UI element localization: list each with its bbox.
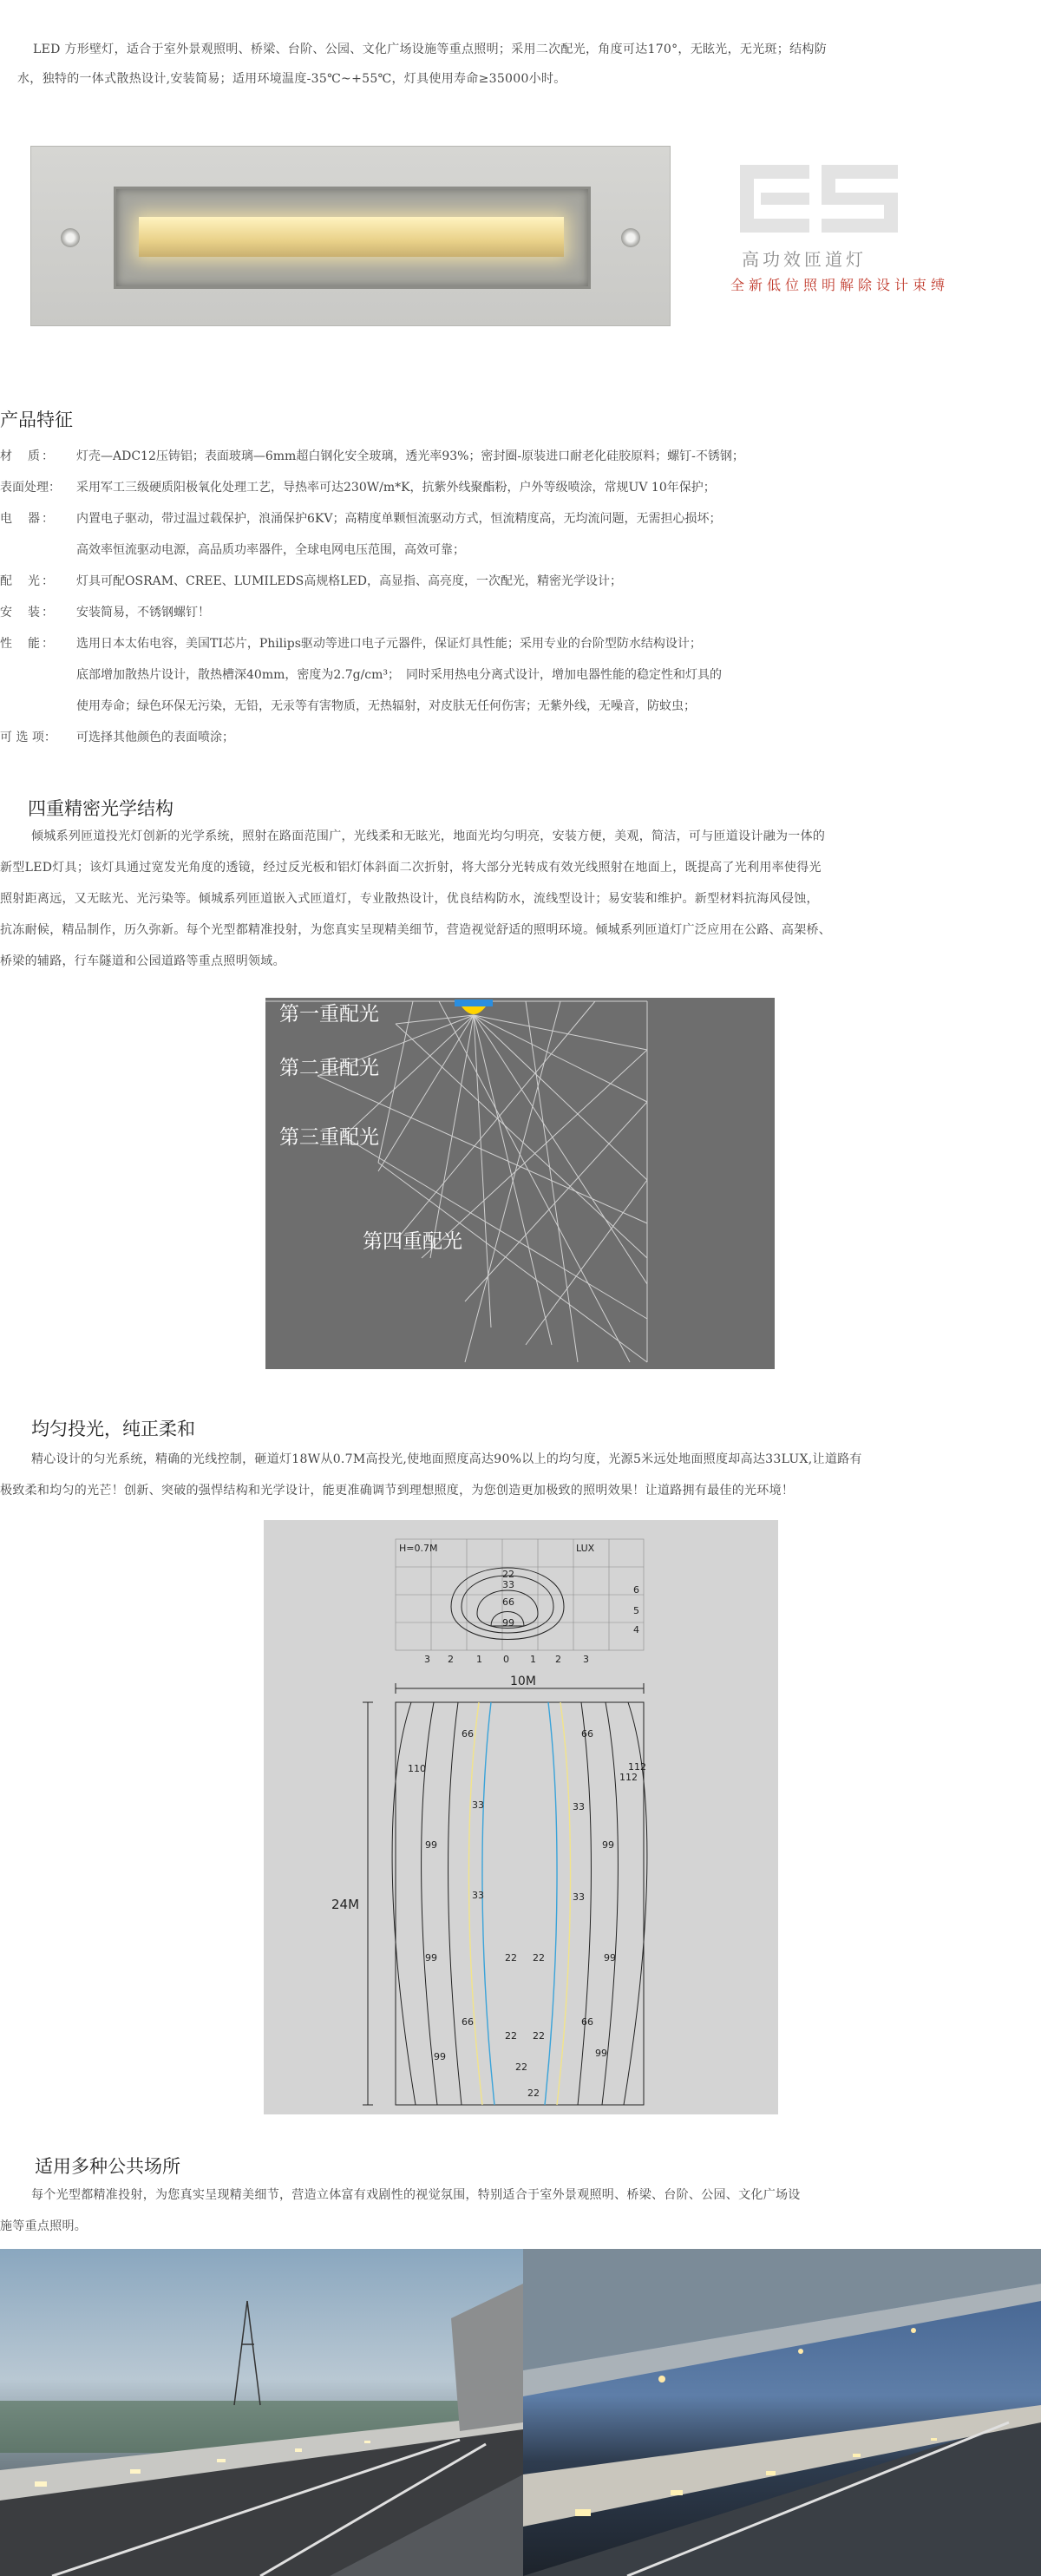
spec-text: 灯具可配OSRAM、CREE、LUMILEDS高规格LED，高显指、高亮度，一次配光，精密光学设计； — [76, 574, 623, 588]
optics-paragraph — [0, 821, 1041, 977]
lamp-recess — [114, 187, 591, 289]
brand-name: 高功效匝道灯 — [742, 249, 867, 270]
chart-width-label: 10M — [510, 1675, 536, 1688]
contour-label: 22 — [527, 2088, 540, 2099]
contour-label: 110 — [408, 1763, 426, 1774]
optics-line: 抗冻耐候，精品制作，历久弥新。每个光型都精准投射，为您真实呈现精美细节，营造视觉舒适的照明环境。倾城系列匝道灯广泛应用在公路、高架桥、 — [0, 923, 832, 937]
optics-line: 新型LED灯具；该灯具通过宽发光角度的透镜，经过反光板和铝灯体斜面二次折射，将大部分光转成有效光线照射在地面上，既提高了光利用率使得光 — [0, 861, 822, 875]
screw-left-icon — [61, 228, 80, 247]
brand-slogan: 全新低位照明解除设计束缚 — [730, 277, 950, 293]
contour-label: 22 — [505, 2030, 517, 2042]
contour-label: 33 — [472, 1799, 484, 1811]
chart-top-value: 99 — [502, 1617, 514, 1629]
spec-text: 选用日本太佑电容，美国TI芯片，Philips驱动等进口电子元器件，保证灯具性能；采用专业的台阶型防水结构设计； — [76, 637, 702, 651]
chart-right-axis: 4 — [633, 1624, 639, 1635]
uniform-paragraph — [0, 1444, 1041, 1506]
intro-line-1: LED 方形壁灯，适合于室外景观照明、桥梁、台阶、公园、文化广场设施等重点照明；采用二次配光，角度可达170°，无眩光，无光斑；结构防 — [33, 43, 828, 56]
spec-label: 可 选 项： — [0, 731, 56, 744]
optics-title: 四重精密光学结构 — [28, 798, 174, 819]
contour-label: 99 — [602, 1839, 614, 1851]
contour-label: 66 — [581, 2016, 593, 2028]
contour-label: 112 — [619, 1772, 638, 1783]
optics-label-2: 第二重配光 — [279, 1057, 379, 1079]
contour-label: 99 — [425, 1839, 437, 1851]
venues-line: 每个光型都精准投射，为您真实呈现精美细节，营造立体富有戏剧性的视觉氛围，特别适合于室外景观照明、桥梁、台阶、公园、文化广场设 — [31, 2188, 801, 2202]
contour-label: 33 — [573, 1891, 585, 1903]
chart-right-axis: 6 — [633, 1584, 639, 1596]
chart-x-axis: 3 — [424, 1654, 430, 1665]
illuminance-chart — [264, 1520, 778, 2114]
optics-label-1: 第一重配光 — [279, 1003, 379, 1026]
optics-line: 桥梁的辅路，行车隧道和公园道路等重点照明领域。 — [0, 954, 285, 968]
uniform-line: 精心设计的匀光系统，精确的光线控制，砸道灯18W从0.7M高投光,使地面照度高达90%以上的均匀度，光源5米远处地面照度却高达33LUX,让道路有 — [31, 1452, 862, 1466]
chart-x-axis: 2 — [555, 1654, 561, 1665]
venues-paragraph — [0, 2179, 1041, 2242]
spec-label: 表面处理： — [0, 481, 61, 495]
chart-x-axis: 3 — [583, 1654, 589, 1665]
spec-text: 灯壳—ADC12压铸铝；表面玻璃—6mm超白钢化安全玻璃，透光率93%；密封圈-原装进口耐老化硅胶原料；螺钉-不锈钢； — [76, 449, 744, 463]
spec-text: 高效率恒流驱动电源，高品质功率器件，全球电网电压范围，高效可靠； — [76, 543, 465, 557]
isolux-diagram — [264, 1520, 778, 2114]
contour-label: 99 — [425, 1952, 437, 1963]
spec-label: 材 质： — [0, 449, 56, 463]
optics-label-3: 第三重配光 — [279, 1126, 379, 1149]
chart-x-axis: 2 — [448, 1654, 454, 1665]
chart-length-label: 24M — [331, 1897, 360, 1912]
chart-height-label: H=0.7M — [399, 1543, 438, 1554]
contour-label: 22 — [515, 2061, 527, 2073]
contour-label: 22 — [533, 1952, 545, 1963]
optics-line: 倾城系列匝道投光灯创新的光学系统，照射在路面范围广，光线柔和无眩光，地面光均匀明亮，安装方便，美观，简洁，可与匝道设计融为一体的 — [31, 829, 826, 843]
chart-right-axis: 5 — [633, 1605, 639, 1616]
chart-x-axis: 1 — [530, 1654, 536, 1665]
spec-label: 性 能： — [0, 637, 56, 651]
contour-label: 22 — [505, 1952, 517, 1963]
contour-label: 99 — [434, 2051, 446, 2062]
chart-x-axis: 0 — [503, 1654, 509, 1665]
photo-highway-dusk — [0, 2249, 523, 2576]
brand-logo-icon — [733, 163, 907, 234]
screw-right-icon — [621, 228, 640, 247]
intro-text — [17, 35, 1032, 94]
photo-overpass-night-graphic — [523, 2249, 1041, 2576]
spec-text: 内置电子驱动，带过温过载保护，浪涌保护6KV；高精度单颗恒流驱动方式，恒流精度高，无均流问题，无需担心损坏； — [76, 512, 722, 526]
contour-label: 99 — [595, 2048, 607, 2059]
contour-label: 33 — [573, 1801, 585, 1812]
chart-top-value: 22 — [502, 1569, 514, 1580]
light-source-glow — [462, 1006, 486, 1014]
venues-title: 适用多种公共场所 — [35, 2156, 180, 2177]
chart-x-axis: 1 — [476, 1654, 482, 1665]
contour-label: 22 — [533, 2030, 545, 2042]
features-list — [0, 441, 1041, 762]
spec-text: 使用寿命；绿色环保无污染，无铅，无汞等有害物质，无热辐射，对皮肤无任何伤害；无紫外线，无噪音，防蚊虫； — [76, 699, 696, 713]
product-image — [30, 146, 671, 326]
optics-line: 照射距离远，又无眩光、光污染等。倾城系列匝道嵌入式匝道灯，专业散热设计，优良结构防水，流线型设计；易安装和维护。新型材料抗海风侵蚀， — [0, 892, 819, 906]
contour-label: 66 — [462, 1728, 474, 1740]
chart-top-value: 33 — [502, 1579, 514, 1590]
photo-overpass-night — [523, 2249, 1041, 2576]
contour-label: 33 — [472, 1890, 484, 1901]
spec-text: 安装简易，不锈钢螺钉！ — [76, 606, 210, 619]
optics-diagram — [265, 998, 775, 1369]
spec-text: 底部增加散热片设计，散热槽深40mm，密度为2.7g/cm³； 同时采用热电分离式设计，增加电器性能的稳定性和灯具的 — [76, 668, 723, 682]
uniform-line: 极致柔和均匀的光芒！创新、突破的强悍结构和光学设计，能更准确调节到理想照度，为您创造更加极致的照明效果！让道路拥有最佳的光环境！ — [0, 1484, 795, 1498]
photo-highway-dusk-graphic — [0, 2249, 523, 2576]
spec-text: 采用军工三级硬质阳极氧化处理工艺，导热率可达230W/m*K，抗紫外线聚酯粉，户外等级喷涂，常规UV 10年保护； — [76, 481, 716, 495]
features-title: 产品特征 — [0, 410, 73, 430]
contour-label: 66 — [462, 2016, 474, 2028]
contour-label: 66 — [581, 1728, 593, 1740]
lamp-glow — [139, 217, 564, 257]
optics-label-4: 第四重配光 — [363, 1230, 462, 1253]
chart-unit-label: LUX — [576, 1543, 595, 1554]
intro-line-2: 水，独特的一体式散热设计,安装简易；适用环境温度-35℃~+55℃，灯具使用寿命≥35000小时。 — [17, 72, 566, 86]
light-source — [455, 1000, 493, 1006]
uniform-title: 均匀投光，纯正柔和 — [31, 1419, 195, 1439]
brand-logo — [730, 163, 950, 302]
spec-label: 电 器： — [0, 512, 56, 526]
spec-text: 可选择其他颜色的表面喷涂； — [76, 731, 234, 744]
spec-label: 配 光： — [0, 574, 56, 588]
spec-label: 安 装： — [0, 606, 56, 619]
contour-label: 112 — [628, 1761, 646, 1773]
venues-line: 施等重点照明。 — [0, 2219, 88, 2233]
chart-top-value: 66 — [502, 1596, 514, 1608]
contour-label: 99 — [604, 1952, 616, 1963]
